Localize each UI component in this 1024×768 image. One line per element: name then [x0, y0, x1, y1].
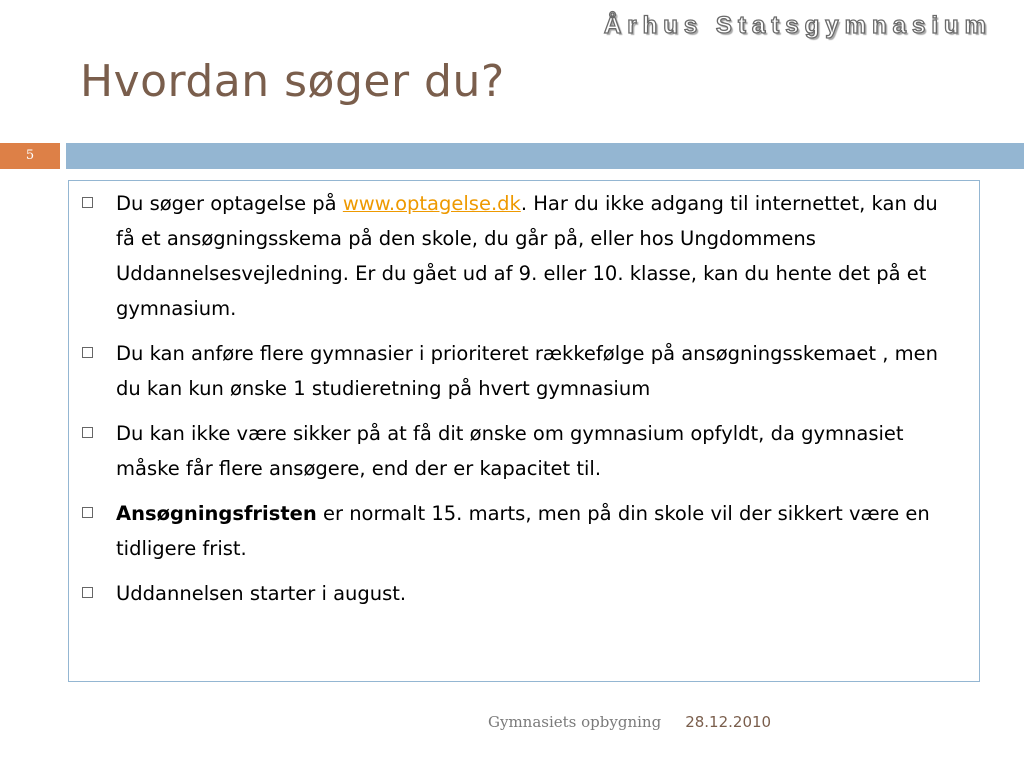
school-wordmark: Århus Statsgymnasium [603, 12, 992, 39]
bullet-bold-text: Ansøgningsfristen [116, 502, 317, 525]
square-bullet-icon [82, 507, 93, 518]
bullet-text: er normalt 15. marts, men på din skole vil der sikkert være en tidligere frist. [116, 502, 930, 560]
footer-date: 28.12.2010 [685, 713, 772, 731]
optagelse-link[interactable]: www.optagelse.dk [342, 192, 521, 215]
square-bullet-icon [82, 427, 93, 438]
square-bullet-icon [82, 197, 93, 208]
bullet-item-application [80, 186, 960, 326]
bullet-text: Du kan anføre flere gymnasier i prioriteret rækkefølge på ansøgningsskemaet , men du kan kun ønske 1 studieretning på hvert gymnasium [116, 342, 938, 400]
bullet-text: Uddannelsen starter i august. [116, 582, 407, 605]
bullet-item-capacity [80, 416, 960, 486]
bullet-text: Du kan ikke være sikker på at få dit ønske om gymnasium opfyldt, da gymnasiet måske får flere ansøgere, end der er kapacitet til. [116, 422, 904, 480]
bullet-text: Du søger optagelse på [116, 192, 343, 215]
slide-number: 5 [25, 148, 35, 163]
slide-footer [488, 713, 771, 731]
header-accent-band [66, 143, 1024, 169]
bullet-text: . Har du ikke adgang til internettet, kan du få et ansøgningsskema på den skole, du går på, eller hos Ungdommens Uddannelsesvejledning. Er du gået ud af 9. eller 10. klasse, kan du hente det på et gymnasium. [116, 192, 938, 320]
bullet-list [80, 186, 960, 621]
footer-title: Gymnasiets opbygning [488, 713, 662, 731]
bullet-item-start [80, 576, 960, 611]
bullet-item-deadline [80, 496, 960, 566]
square-bullet-icon [82, 587, 93, 598]
bullet-item-priority [80, 336, 960, 406]
square-bullet-icon [82, 347, 93, 358]
slide-title: Hvordan søger du? [80, 56, 505, 107]
